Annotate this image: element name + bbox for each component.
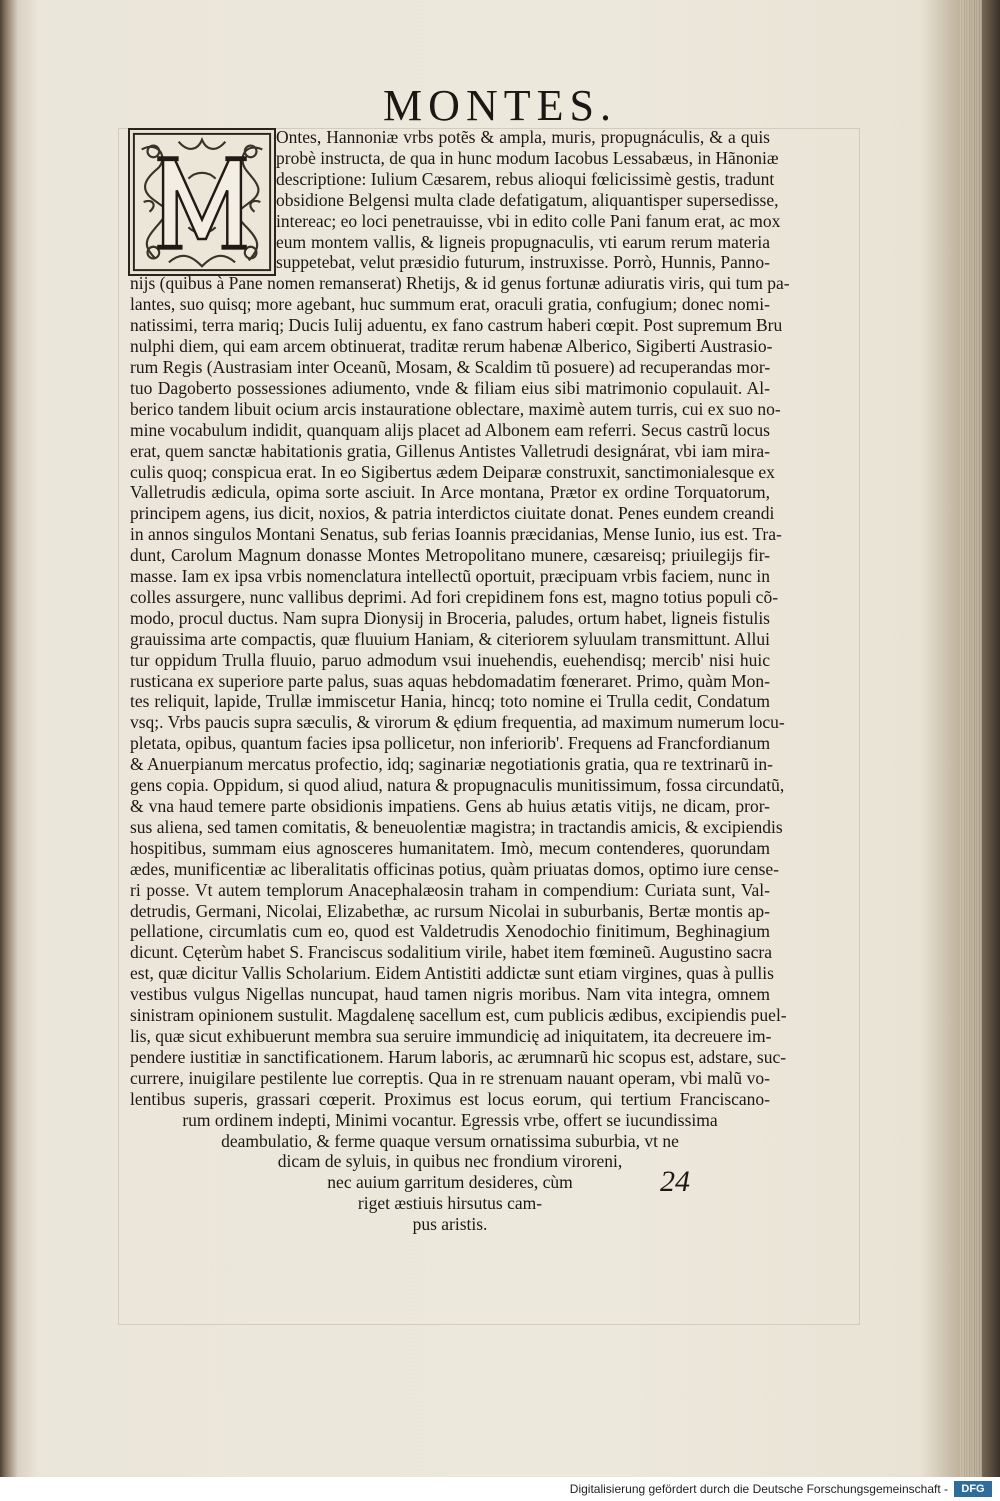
text-line: detrudis, Germani, Nicolai, Elizabethæ, ac rursum Nicolai in suburbanis, Bertæ montis ap- [130, 900, 770, 921]
text-line: intereac; eo loci penetrauisse, vbi in edito colle Pani fanum erat, ac mox [276, 210, 781, 231]
text-line: mine vocabulum indidit, quanquam alijs placet ad Albonem eam referri. Secus castrũ locus [130, 419, 770, 440]
body-text [130, 127, 790, 1235]
tail-line: pus aristis. [412, 1214, 488, 1235]
text-line: tuo Dagoberto possessiones adiumento, vnde & filiam eius sibi matrimonio copulauit. Al- [130, 377, 770, 398]
text-line: Valletrudis ædicula, opima sorte asciuit. In Arce montana, Prætor ex ordine Torquatorum, [130, 482, 770, 503]
text-line: tur oppidum Trulla fluuio, paruo admodum vsui inuehendis, euehendisq; mercib' nisi huic [130, 649, 770, 670]
tail-line: riget æstiuis hirsutus cam- [357, 1193, 543, 1214]
text-line: tes reliquit, lapide, Trullæ immiscetur Hania, hincq; toto nomine ei Trulla cedit, Condatum [130, 691, 770, 712]
text-line: pendere iustitiæ in sanctificationem. Harum laboris, ac ærumnarũ hic scopus est, adstare, suc- [130, 1046, 787, 1067]
text-line: vsq;. Vrbs paucis supra sæculis, & virorum & ędium frequentia, ad maximum numerum locu- [130, 712, 785, 733]
text-line: culis quoq; conspicua erat. In eo Sigibertus ædem Deiparæ construxit, sanctimonialesque ex [130, 461, 775, 482]
text-line: & Anuerpianum mercatus profectio, idq; saginariæ negotiationis gratia, qua re textrinarũ in- [130, 754, 773, 775]
text-line: lis, quæ sicut exhibuerunt membra sua seruire immundicię ad iniquitatem, ita decreuere im- [130, 1025, 772, 1046]
page-edge-stack [960, 0, 982, 1480]
text-line: lentibus superis, grassari cœperit. Proximus est locus eorum, qui tertium Franciscano- [130, 1088, 770, 1109]
text-line: Ontes, Hannoniæ vrbs potẽs & ampla, muris, propugnáculis, & a quis [276, 127, 770, 147]
text-line: probè instructa, de qua in hunc modum Iacobus Lessabæus, in Hãnoniæ [276, 147, 779, 168]
text-line: gens copia. Oppidum, si quod aliud, natura & propugnaculis munitissimum, fossa circundatũ, [130, 775, 785, 796]
text-line: currere, inuigilare pestilente lue correptis. Qua in re strenuam nauant operam, vbi malũ vo- [130, 1067, 770, 1088]
page-title: MONTES. [383, 81, 617, 130]
digitization-footer [0, 1477, 1000, 1501]
text-line: descriptione: Iulium Cæsarem, rebus alioqui fœlicissimè gestis, tradunt [276, 168, 775, 189]
text-line: vestibus vulgus Nigellas nuncupat, haud tamen nigris moribus. Nam vita integra, omnem [130, 984, 770, 1005]
text-line: dicunt. Cęterùm habet S. Franciscus sodalitium virile, habet item fœmineũ. Augustino sacra [130, 942, 773, 963]
text-line: nijs (quibus à Pane nomen remanserat) Rhetijs, & id genus fortunæ adiuratis viris, qui tum pa- [130, 273, 790, 294]
text-line: eum montem vallis, & ligneis propugnaculis, vti earum rerum materia [276, 231, 770, 252]
text-line: hospitibus, summam eius agnosceres humanitatem. Imò, mecum contenderes, quorundam [130, 837, 770, 858]
text-line: ædes, munificentiæ ac liberalitatis officinas potius, quàm priuatas domos, optimo iure cense- [130, 858, 779, 879]
dfg-logo-icon: DFG [954, 1481, 992, 1497]
text-line: sinistram opinionem sustulit. Magdalenę sacellum est, cum publicis ædibus, excipiendis puel- [130, 1005, 787, 1026]
text-line: rusticana ex superiore parte palus, suas aquas hebdomadatim fœneraret. Primo, quàm Mon- [130, 670, 770, 691]
text-line: colles assurgere, nunc vallibus deprimi. Ad fori crepidinem fons est, magno totius populi cõ- [130, 586, 779, 607]
text-line: erat, quem sanctæ habitationis gratia, Gillenus Antistes Valletrudi designárat, vbi iam mira- [130, 440, 770, 461]
text-line: sus aliena, sed tamen comitatis, & beneuolentiæ magistra; in tractandis amicis, & excipiendis [130, 816, 783, 837]
page-number: 24 [660, 1165, 690, 1198]
text-line: nulphi diem, qui eam arcem obtinuerat, traditæ rerum habenæ Alberico, Sigiberti Austrasio- [130, 336, 773, 357]
tail-line: dicam de syluis, in quibus nec frondium viroreni, [277, 1151, 623, 1172]
tail-line: deambulatio, & ferme quaque versum ornatissima suburbia, vt ne [221, 1130, 679, 1151]
text-line: in annos singulos Montani Senatus, sub ferias Ioannis præcidanias, Mense Iunio, ius est. Tra- [130, 524, 782, 545]
text-line: suppetebat, velut præsidio futurum, instruxisse. Porrò, Hunnis, Panno- [276, 252, 770, 273]
text-line: natissimi, terra mariq; Ducis Iulij aduentu, ex fano castrum haberi cœpit. Post supremum Bru [130, 315, 783, 336]
text-line: rum Regis (Austrasiam inter Oceanũ, Mosam, & Scaldim tũ posuere) ad recuperandas mor- [130, 356, 771, 377]
text-line: pellatione, circumlatis cum eo, quod est Valdetrudis Xenodochio finitimum, Beghinagium [130, 921, 770, 942]
tail-line: nec auium garritum desideres, cùm [327, 1172, 573, 1193]
text-line: & vna haud temere parte obsidionis impatiens. Gens ab huius ætatis vitijs, ne dicam, pror- [130, 796, 770, 816]
text-line: masse. Iam ex ipsa vrbis nomenclatura intellectũ oportuit, præcipuam vrbis faciem, nunc in [130, 566, 770, 587]
text-line: est, quæ dicitur Vallis Scholarium. Eidem Antistiti addictæ sunt etiam virgines, quas à pullis [130, 963, 774, 984]
text-line: lantes, suo quisq; more agebant, huc summum erat, oraculi gratia, confugium; donec nomi- [130, 294, 770, 315]
text-line: ri posse. Vt autem templorum Anacephalæosin traham in compendium: Curiata sunt, Val- [130, 879, 770, 900]
text-line: berico tandem libuit ocium arcis instauratione oblectare, maximè autem turris, cui ex suo no- [130, 398, 781, 419]
text-line: obsidione Belgensi multa clade defatigatum, aliquantisper supersedisse, [276, 189, 779, 210]
tail-line: rum ordinem indepti, Minimi vocantur. Egressis vrbe, offert se iucundissima [182, 1109, 718, 1130]
text-line: modo, procul ductus. Nam supra Dionysij in Broceria, paludes, ortum habet, ligneis fistulis [130, 607, 770, 628]
text-line: dunt, Carolum Magnum donasse Montes Metropolitano munere, cæsareisq; priuilegijs fir- [130, 545, 770, 566]
text-line: principem agens, ius dicit, noxios, & patria interdictos ciuitate donat. Penes eundem creandi [130, 503, 775, 524]
text-line: grauissima arte compactis, quæ fluuium Haniam, & citeriorem syluulam transmittunt. Allui [130, 628, 770, 649]
footer-credit: Digitalisierung gefördert durch die Deutsche Forschungsgemeinschaft - [569, 1482, 948, 1496]
text-line: pletata, opibus, quantum facies ipsa pollicetur, non inferiorib'. Frequens ad Francfordianum [130, 733, 771, 754]
